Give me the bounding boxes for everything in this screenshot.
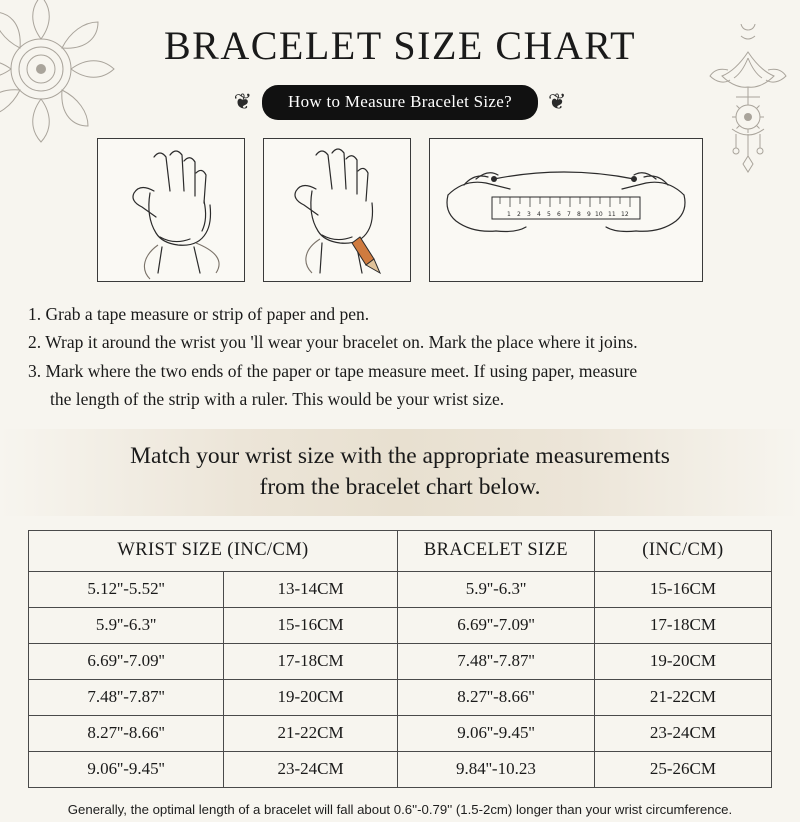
measurement-steps [28,300,772,413]
cell-wrist-cm: 21-22CM [224,716,398,752]
cell-bracelet-inch: 8.27''-8.66'' [398,680,595,716]
table-row [29,752,772,788]
svg-text:1: 1 [507,211,511,218]
step-number: 3. [28,360,42,381]
cell-wrist-cm: 23-24CM [224,752,398,788]
column-header-bracelet-units: (INC/CM) [594,531,771,572]
flourish-left-icon: ❦ [233,89,253,115]
table-body [29,572,772,788]
svg-text:8: 8 [577,211,581,218]
table-row [29,608,772,644]
column-header-bracelet-size: BRACELET SIZE [398,531,595,572]
list-item [28,328,772,356]
svg-text:11: 11 [608,211,616,218]
footnote-text: Generally, the optimal length of a bracelet will fall about 0.6''-0.79'' (1.5-2cm) longer than your wrist circumference. [67,802,733,818]
cell-bracelet-cm: 25-26CM [594,752,771,788]
svg-text:2: 2 [517,211,521,218]
cell-wrist-inch: 5.9''-6.3'' [29,608,224,644]
step-number: 1. [28,304,42,324]
cell-wrist-inch: 5.12''-5.52'' [29,572,224,608]
cell-bracelet-cm: 23-24CM [594,716,771,752]
table-header-row [29,531,772,572]
cell-wrist-cm: 19-20CM [224,680,398,716]
cell-bracelet-cm: 21-22CM [594,680,771,716]
cell-wrist-inch: 9.06''-9.45'' [29,752,224,788]
match-instructions-banner [0,429,800,516]
step-number: 2. [28,332,42,353]
cell-wrist-inch: 8.27''-8.66'' [29,716,224,752]
step-text-continued: the length of the strip with a ruler. This would be your wrist size. [50,389,505,410]
step-text: Grab a tape measure or strip of paper and pen. [45,304,370,324]
cell-bracelet-inch: 9.84''-10.23 [398,752,595,788]
svg-text:10: 10 [595,211,603,218]
svg-text:6: 6 [557,211,561,218]
cell-bracelet-inch: 5.9''-6.3'' [398,572,595,608]
banner-line-2: from the bracelet chart below. [259,473,541,500]
hand-with-string-illustration [97,138,245,282]
table-row [29,644,772,680]
cell-bracelet-inch: 9.06''-9.45'' [398,716,595,752]
svg-text:3: 3 [527,211,531,218]
cell-bracelet-cm: 17-18CM [594,608,771,644]
cell-bracelet-cm: 15-16CM [594,572,771,608]
table-row [29,716,772,752]
list-item [28,357,772,414]
hand-with-pen-marking-illustration [263,138,411,282]
page-title: BRACELET SIZE CHART [163,23,637,68]
how-to-measure-pill: How to Measure Bracelet Size? [262,85,538,120]
table-row [29,572,772,608]
hands-measuring-with-ruler-illustration [429,138,703,282]
step-text: Wrap it around the wrist you 'll wear your bracelet on. Mark the place where it joins. [45,332,638,353]
subtitle-row [0,85,800,120]
step-text: Mark where the two ends of the paper or tape measure meet. If using paper, measure [45,360,638,381]
cell-bracelet-inch: 6.69''-7.09'' [398,608,595,644]
cell-wrist-inch: 7.48''-7.87'' [29,680,224,716]
list-item [28,300,772,328]
column-header-wrist-size: WRIST SIZE (INC/CM) [29,531,398,572]
banner-line-1: Match your wrist size with the appropriate measurements [130,443,670,470]
cell-wrist-cm: 15-16CM [224,608,398,644]
cell-bracelet-inch: 7.48''-7.87'' [398,644,595,680]
cell-wrist-cm: 13-14CM [224,572,398,608]
svg-text:12: 12 [621,211,629,218]
svg-text:5: 5 [547,211,551,218]
table-row [29,680,772,716]
svg-text:4: 4 [537,211,541,218]
cell-bracelet-cm: 19-20CM [594,644,771,680]
illustration-row [0,138,800,282]
bracelet-size-table [28,530,772,788]
cell-wrist-inch: 6.69''-7.09'' [29,644,224,680]
flourish-right-icon: ❦ [547,89,567,115]
svg-text:9: 9 [587,211,591,218]
svg-text:7: 7 [567,211,571,218]
cell-wrist-cm: 17-18CM [224,644,398,680]
